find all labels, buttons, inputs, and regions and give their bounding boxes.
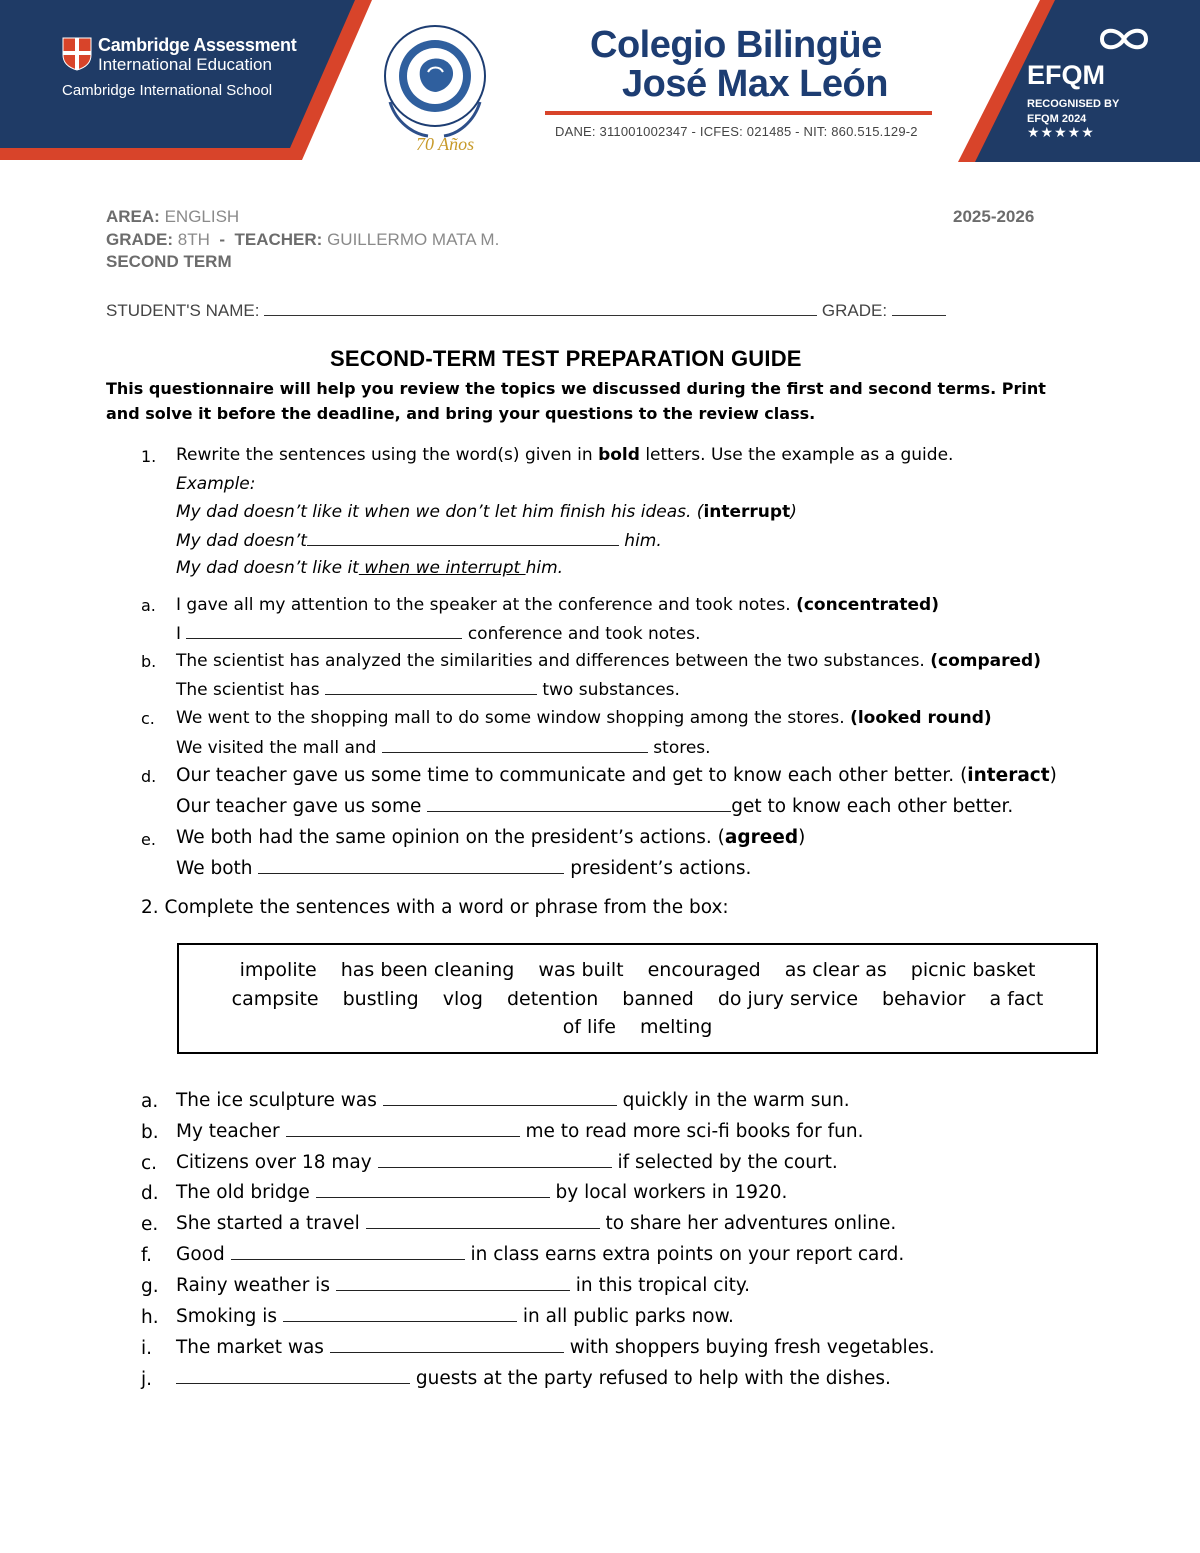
area-line <box>106 207 239 227</box>
school-name-line2: José Max León <box>622 63 888 105</box>
item-mark: e. <box>141 830 156 849</box>
cambridge-title: Cambridge Assessment <box>98 35 297 55</box>
efqm-recognised: RECOGNISED BY <box>1027 98 1120 110</box>
item-mark: d. <box>141 767 157 786</box>
box-word: bustling <box>342 988 419 1010</box>
box-word: detention <box>506 988 599 1010</box>
school-seal-icon <box>368 12 503 154</box>
item-mark: c. <box>141 709 155 728</box>
answer-line[interactable]: We both president’s actions. <box>176 858 752 879</box>
example-sentence: My dad doesn’t like it when we don’t let him finish his ideas. (interrupt) <box>176 502 797 522</box>
school-divider <box>545 111 932 115</box>
list-item: I gave all my attention to the speaker at the conference and took notes. (concentrated) <box>176 595 939 615</box>
box-word: vlog <box>442 988 483 1010</box>
item-mark: e. <box>141 1214 159 1235</box>
item-mark: a. <box>141 1091 159 1112</box>
box-word: banned <box>622 988 694 1010</box>
item-mark: d. <box>141 1183 159 1204</box>
box-word: do jury service <box>717 988 859 1010</box>
box-word: a fact <box>989 988 1044 1010</box>
student-name-field[interactable] <box>106 299 946 321</box>
student-grade-blank[interactable] <box>892 299 946 316</box>
item-mark: g. <box>141 1276 159 1297</box>
section1-instruction: Rewrite the sentences using the word(s) given in bold letters. Use the example as a guide. <box>176 445 954 465</box>
example-label: Example: <box>176 474 256 494</box>
box-word: behavior <box>882 988 966 1010</box>
efqm-title: EFQM <box>1027 60 1105 90</box>
area-value: ENGLISH <box>164 207 240 226</box>
answer-blank[interactable] <box>330 1336 564 1353</box>
item-mark: f. <box>141 1245 153 1266</box>
efqm-year: EFQM 2024 <box>1027 113 1087 125</box>
box-word: melting <box>639 1016 713 1038</box>
example-prompt: My dad doesn’t him. <box>176 531 662 551</box>
box-word: has been cleaning <box>340 959 515 981</box>
term-line: SECOND TERM <box>106 252 232 271</box>
item-mark: i. <box>141 1338 153 1359</box>
list-item[interactable]: The old bridge by local workers in 1920. <box>176 1182 788 1203</box>
item-mark: c. <box>141 1153 158 1174</box>
school-name-line1: Colegio Bilingüe <box>590 24 882 66</box>
box-word: as clear as <box>784 959 887 981</box>
list-item: The scientist has analyzed the similarities and differences between the two substances. (compared) <box>176 651 1041 671</box>
box-word: picnic basket <box>910 959 1036 981</box>
seal-years: 70 Años <box>416 134 475 154</box>
grade-value: 8TH <box>177 230 210 249</box>
school-codes: DANE: 311001002347 - ICFES: 021485 - NIT: 860.515.129-2 <box>555 124 918 139</box>
list-item[interactable]: The ice sculpture was quickly in the warm sun. <box>176 1090 850 1111</box>
student-grade-label: GRADE: <box>821 301 888 320</box>
header-banner <box>0 0 1200 165</box>
efqm-stars: ★★★★★ <box>1027 124 1095 140</box>
intro-paragraph: This questionnaire will help you review the topics we discussed during the first and second terms. Print and solve it before the deadline, and bring your questions to the review class. <box>106 379 1046 423</box>
answer-blank[interactable] <box>336 1274 570 1291</box>
list-item[interactable]: Smoking is in all public parks now. <box>176 1306 734 1327</box>
list-item: Our teacher gave us some time to communicate and get to know each other better. (interact) <box>176 765 1057 786</box>
list-item[interactable]: The market was with shoppers buying fresh vegetables. <box>176 1337 935 1358</box>
list-item[interactable]: She started a travel to share her adventures online. <box>176 1213 897 1234</box>
section1-number: 1. <box>141 447 157 466</box>
list-item[interactable]: My teacher me to read more sci-fi books for fun. <box>176 1121 864 1142</box>
section2-instruction: 2. Complete the sentences with a word or phrase from the box: <box>141 897 729 918</box>
item-mark: b. <box>141 1122 159 1143</box>
list-item[interactable]: Rainy weather is in this tropical city. <box>176 1275 751 1296</box>
page-title: SECOND-TERM TEST PREPARATION GUIDE <box>330 346 802 371</box>
cambridge-school-label: Cambridge International School <box>62 82 273 99</box>
list-item: We went to the shopping mall to do some window shopping among the stores. (looked round) <box>176 708 992 728</box>
answer-blank[interactable] <box>383 1089 617 1106</box>
list-item[interactable]: guests at the party refused to help with the dishes. <box>176 1367 891 1391</box>
efqm-infinity-icon <box>1098 24 1150 54</box>
answer-blank[interactable] <box>316 1181 550 1198</box>
answer-blank[interactable] <box>366 1212 600 1229</box>
student-name-label: STUDENT'S NAME: <box>106 301 260 320</box>
teacher-label: TEACHER: <box>234 230 323 249</box>
grade-label: GRADE: <box>106 230 174 249</box>
list-item: We both had the same opinion on the president’s actions. (agreed) <box>176 827 806 848</box>
grade-teacher-line: GRADE: 8TH - TEACHER: GUILLERMO MATA M. <box>106 230 500 249</box>
answer-blank[interactable] <box>176 1367 410 1384</box>
word-box-row <box>179 1016 1096 1038</box>
answer-blank[interactable] <box>283 1305 517 1322</box>
box-word: encouraged <box>647 959 761 981</box>
box-word: was built <box>538 959 624 981</box>
student-name-blank[interactable] <box>264 299 817 316</box>
school-year: 2025-2026 <box>953 207 1035 226</box>
word-box-row <box>179 988 1096 1010</box>
cambridge-shield-icon <box>62 37 92 71</box>
teacher-value: GUILLERMO MATA M. <box>327 230 500 249</box>
cambridge-subtitle: International Education <box>98 55 272 74</box>
answer-line[interactable]: The scientist has two substances. <box>176 680 680 700</box>
area-label: AREA: <box>106 207 160 226</box>
box-word: impolite <box>239 959 317 981</box>
word-box <box>177 943 1098 1054</box>
example-answer: My dad doesn’t like it when we interrupt him. <box>176 558 564 578</box>
item-mark: a. <box>141 596 156 615</box>
list-item[interactable]: Good in class earns extra points on your report card. <box>176 1244 905 1265</box>
word-box-row <box>179 959 1096 981</box>
box-word: of life <box>562 1016 616 1038</box>
answer-blank[interactable] <box>286 1120 520 1137</box>
list-item[interactable]: Citizens over 18 may if selected by the court. <box>176 1152 838 1173</box>
item-mark: h. <box>141 1307 159 1328</box>
answer-blank[interactable] <box>378 1151 612 1168</box>
answer-line[interactable]: I conference and took notes. <box>176 624 701 644</box>
answer-line[interactable]: Our teacher gave us some get to know each other better. <box>176 796 1014 817</box>
box-word: campsite <box>231 988 319 1010</box>
item-mark: j. <box>141 1369 153 1390</box>
answer-blank[interactable] <box>231 1243 465 1260</box>
item-mark: b. <box>141 652 157 671</box>
answer-line[interactable]: We visited the mall and stores. <box>176 738 711 758</box>
